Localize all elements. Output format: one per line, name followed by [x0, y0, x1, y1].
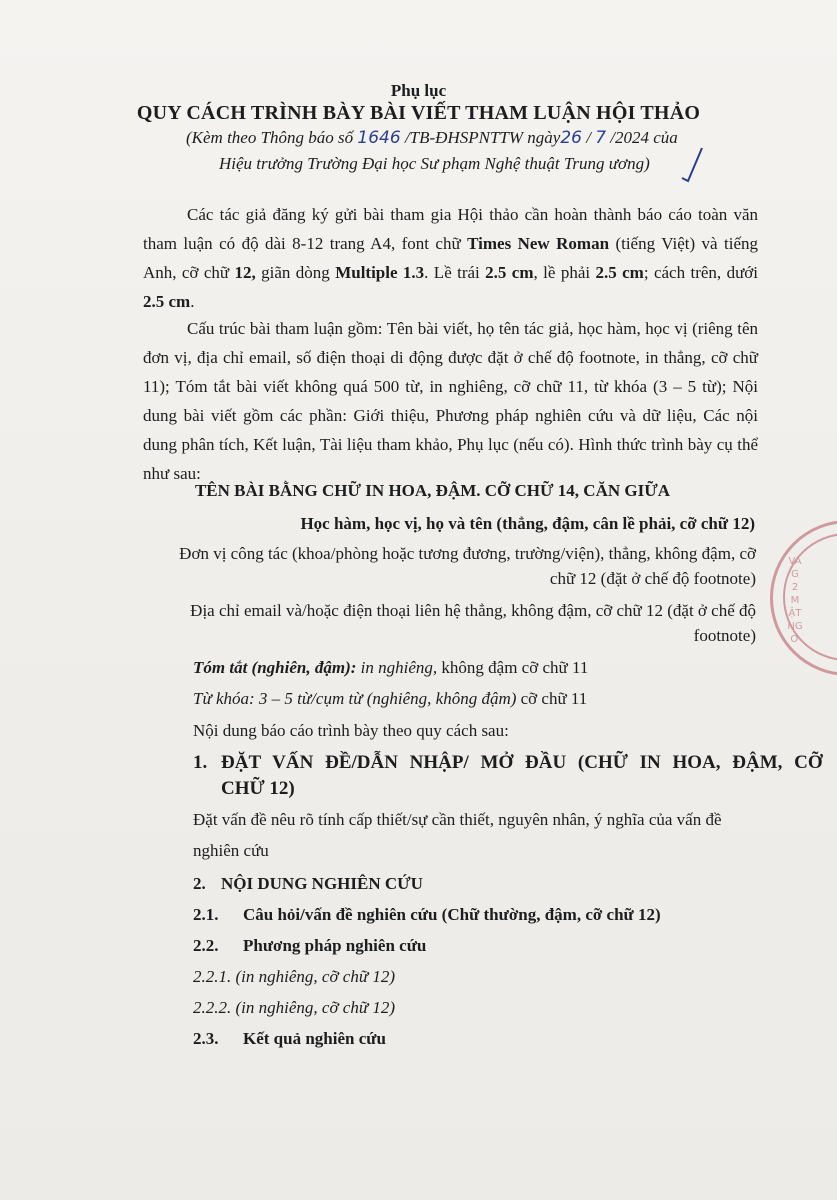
section-2-1-title: Câu hỏi/vấn đề nghiên cứu (Chữ thường, đậm, cỡ chữ 12): [243, 905, 661, 924]
section-2-title: NỘI DUNG NGHIÊN CỨU: [221, 874, 423, 893]
section-2-number: 2.: [193, 874, 206, 893]
handwritten-month: 7: [595, 128, 607, 148]
ref-text-a: (Kèm theo Thông báo số: [186, 128, 358, 147]
email-line-2: footnote): [693, 626, 756, 645]
section-2-2-1: 2.2.1. (in nghiêng, cỡ chữ 12): [193, 967, 395, 986]
section-1-line-2: CHỮ 12): [221, 778, 295, 799]
handwritten-number: 1646: [357, 128, 401, 148]
article-title-spec: TÊN BÀI BẰNG CHỮ IN HOA, ĐẬM. CỠ CHỮ 14, CĂN GIỮA: [194, 481, 671, 500]
p1-spacing: Multiple 1.3: [335, 263, 425, 282]
keywords-spec: [193, 689, 587, 709]
section-2-1-heading: [193, 905, 661, 925]
p1-left-margin: 2.5 cm: [485, 263, 534, 282]
intro-paragraph-1: [143, 200, 758, 316]
section-2-1-number: 2.1.: [193, 905, 219, 924]
ref-text-c: /: [581, 128, 596, 147]
reference-line-2: Hiệu trưởng Trường Đại học Sư phạm Nghệ thuật Trung ương): [219, 154, 650, 173]
p1-right-margin: 2.5 cm: [595, 263, 644, 282]
abstract-rest: không đậm cỡ chữ 11: [437, 658, 589, 677]
p1-text-c: giãn dòng: [255, 263, 336, 282]
official-seal-stamp: [770, 520, 837, 676]
handwritten-day: 26: [560, 128, 582, 148]
section-2-3-heading: [193, 1029, 386, 1049]
intro-paragraph-2: Cấu trúc bài tham luận gồm: Tên bài viết, họ tên tác giả, học hàm, học vị (riêng tên đơn vị, địa chỉ email, số điện thoại di động được đặt ở chế độ footnote, in thẳng, cỡ chữ 11); Tóm tắt bài viết không quá 500 từ, in nghiêng, cỡ chữ 11, từ khóa (3 – 5 từ); Nội dung bài viết gồm các phần: Giới thiệu, Phương pháp nghiên cứu và dữ liệu, Các nội dung phân tích, Kết luận, Tài liệu tham khảo, Phụ lục (nếu có). Hình thức trình bày cụ thể như sau:: [143, 319, 758, 483]
p1-text-g: .: [190, 292, 195, 311]
signature-mark: [680, 144, 704, 184]
ref-text-d: /2024 của: [606, 128, 678, 147]
p1-text-d: . Lề trái: [424, 263, 486, 282]
section-1-number: 1.: [193, 752, 208, 773]
section-2-2-title: Phương pháp nghiên cứu: [243, 936, 427, 955]
section-2-heading: [193, 874, 423, 894]
abstract-italic: in nghiêng,: [356, 658, 438, 677]
ref-text-b: /TB-ĐHSPNTTW ngày: [400, 128, 561, 147]
section-2-3-number: 2.3.: [193, 1029, 219, 1048]
content-intro: Nội dung báo cáo trình bày theo quy cách sau:: [193, 721, 509, 740]
p1-text-e: , lề phải: [533, 263, 596, 282]
section-2-2-2: 2.2.2. (in nghiêng, cỡ chữ 12): [193, 998, 395, 1017]
email-line-1: Địa chỉ email và/hoặc điện thoại liên hệ thẳng, không đậm, cỡ chữ 12 (đặt ở chế độ: [190, 601, 756, 620]
p1-size: 12,: [234, 263, 256, 282]
section-2-2-heading: [193, 936, 426, 956]
section-2-3-title: Kết quả nghiên cứu: [243, 1029, 386, 1048]
section-2-2-number: 2.2.: [193, 936, 219, 955]
seal-text: VA G 2 M ẬT NG Ơ: [787, 556, 803, 645]
p1-text-a: Các tác giả đăng ký gửi bài tham gia Hội thảo cần hoàn thành báo cáo toàn văn tham luận có độ dài 8-12 trang A4, font chữ: [143, 205, 758, 253]
p1-topbottom-margin: 2.5 cm: [143, 292, 191, 311]
document-heading: QUY CÁCH TRÌNH BÀY BÀI VIẾT THAM LUẬN HỘI THẢO: [136, 102, 701, 124]
unit-line-2: chữ 12 (đặt ở chế độ footnote): [549, 569, 756, 588]
section-1-desc-2: nghiên cứu: [193, 841, 269, 860]
p1-text-b: (tiếng Việt) và tiếng Anh, cỡ chữ: [143, 234, 759, 282]
unit-line-1: Đơn vị công tác (khoa/phòng hoặc tương đương, trường/viện), thẳng, không đậm, cỡ: [179, 544, 756, 563]
appendix-title: Phụ lục: [390, 81, 447, 100]
keywords-rest: cỡ chữ 11: [516, 689, 588, 708]
p1-font: Times New Roman: [467, 234, 610, 253]
abstract-spec: [193, 658, 588, 678]
reference-line-1: [186, 128, 678, 148]
abstract-label: Tóm tắt (nghiên, đậm):: [193, 658, 357, 677]
p1-text-f: ; cách trên, dưới: [643, 263, 758, 282]
section-1-line-1: ĐẶT VẤN ĐỀ/DẪN NHẬP/ MỞ ĐẦU (CHỮ IN HOA, ĐẬM, CỠ: [221, 752, 823, 773]
section-1-heading: [193, 751, 823, 775]
keywords-label: Từ khóa: 3 – 5 từ/cụm từ (nghiêng, không đậm): [193, 689, 517, 708]
section-1-desc-1: Đặt vấn đề nêu rõ tính cấp thiết/sự cần thiết, nguyên nhân, ý nghĩa của vấn đề: [193, 810, 722, 829]
author-line-spec: Học hàm, học vị, họ và tên (thẳng, đậm, cân lề phải, cỡ chữ 12): [300, 514, 755, 533]
